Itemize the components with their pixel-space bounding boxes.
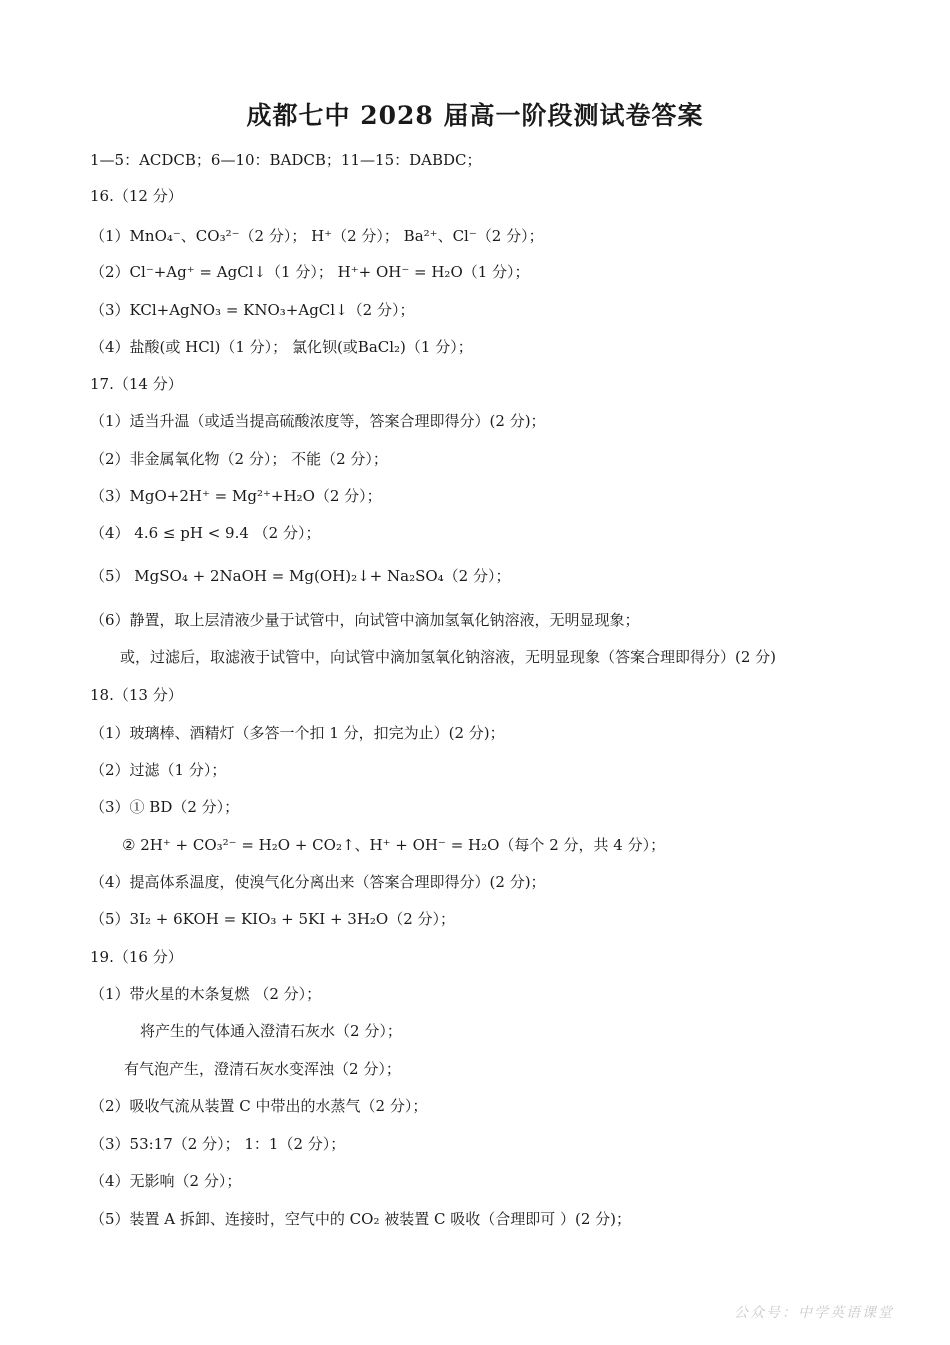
- answer-line-17-3: （3）MgO+2H⁺ = Mg²⁺+H₂O（2 分）；: [90, 487, 382, 505]
- answer-line-18-4: （4）提高体系温度，使溴气化分离出来（答案合理即得分）(2 分)；: [90, 873, 546, 891]
- answer-line-19-5: （5）装置 A 拆卸、连接时，空气中的 CO₂ 被装置 C 吸收（合理即可 ）(2 分)；: [90, 1210, 632, 1228]
- answer-line-19-1-b: 将产生的气体通入澄清石灰水（2 分）；: [140, 1022, 402, 1040]
- answer-line-17-6-alt: 或，过滤后，取滤液于试管中，向试管中滴加氢氧化钠溶液，无明显现象（答案合理即得分）(2 分): [120, 648, 777, 666]
- answer-line-17-2: （2）非金属氧化物（2 分）； 不能（2 分）；: [90, 450, 388, 468]
- page-title: 成都七中 2028 届高一阶段测试卷答案: [246, 101, 704, 130]
- answer-line-17-6: （6）静置，取上层清液少量于试管中，向试管中滴加氢氧化钠溶液，无明显现象；: [90, 611, 640, 629]
- answer-line-18-2: （2）过滤（1 分）；: [90, 761, 227, 779]
- question-heading-17: 17.（14 分）: [90, 375, 183, 393]
- answer-line-mc: 1—5：ACDCB；6—10：BADCB；11—15：DABDC；: [90, 151, 482, 169]
- watermark: 公众号：中学英语课堂: [734, 1305, 894, 1321]
- answer-line-18-5: （5）3I₂ + 6KOH = KIO₃ + 5KI + 3H₂O（2 分）；: [90, 910, 456, 928]
- question-heading-16: 16.（12 分）: [90, 187, 183, 205]
- question-heading-18: 18.（13 分）: [90, 686, 183, 704]
- answer-line-19-2: （2）吸收气流从装置 C 中带出的水蒸气（2 分）；: [90, 1097, 428, 1115]
- answer-line-19-4: （4）无影响（2 分）；: [90, 1172, 242, 1190]
- answer-line-18-3: （3）① BD（2 分）；: [90, 798, 240, 816]
- answer-line-19-3: （3）53:17（2 分）； 1：1（2 分）；: [90, 1135, 346, 1153]
- answer-line-19-1: （1）带火星的木条复燃 （2 分）；: [90, 985, 322, 1003]
- answer-line-17-4: （4） 4.6 ≤ pH < 9.4 （2 分）；: [90, 524, 321, 542]
- answer-line-18-1: （1）玻璃棒、酒精灯（多答一个扣 1 分，扣完为止）(2 分)；: [90, 724, 505, 742]
- answer-line-17-5: （5） MgSO₄ + 2NaOH = Mg(OH)₂↓+ Na₂SO₄（2 分）；: [90, 567, 511, 585]
- answer-line-16-4: （4）盐酸(或 HCl)（1 分）； 氯化钡(或BaCl₂)（1 分）；: [90, 338, 473, 356]
- answer-line-16-3: （3）KCl+AgNO₃ = KNO₃+AgCl↓（2 分）；: [90, 301, 415, 319]
- answer-line-18-3-2: ② 2H⁺ + CO₃²⁻ = H₂O + CO₂↑、H⁺ + OH⁻ = H₂O（每个 2 分，共 4 分）；: [122, 836, 666, 854]
- answer-line-16-1: （1）MnO₄⁻、CO₃²⁻（2 分）； H⁺（2 分）； Ba²⁺、Cl⁻（2 分）；: [90, 227, 544, 245]
- answer-line-17-1: （1）适当升温（或适当提高硫酸浓度等，答案合理即得分）(2 分)；: [90, 412, 546, 430]
- answer-line-16-2: （2）Cl⁻+Ag⁺ = AgCl↓（1 分）； H⁺+ OH⁻ = H₂O（1 分）；: [90, 263, 530, 281]
- question-heading-19: 19.（16 分）: [90, 948, 183, 966]
- answer-line-19-1-c: 有气泡产生，澄清石灰水变浑浊（2 分）；: [124, 1060, 401, 1078]
